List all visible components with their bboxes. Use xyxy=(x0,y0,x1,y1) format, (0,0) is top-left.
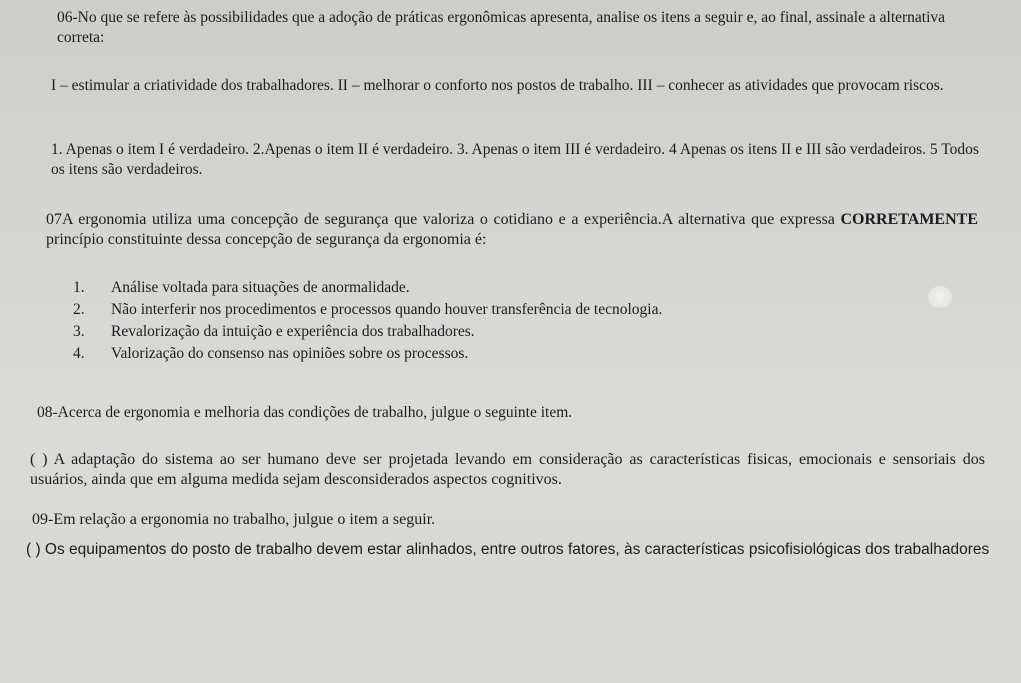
option-text: Análise voltada para situações de anormalidade. xyxy=(111,279,410,296)
option-number: 1. xyxy=(73,279,85,296)
question-09-item: ( ) Os equipamentos do posto de trabalho devem estar alinhados, entre outros fatores, às características psicofisiológicas dos trabalhadores xyxy=(26,541,990,558)
question-06-alternatives: 1. Apenas o item I é verdadeiro. 2.Apenas o item II é verdadeiro. 3. Apenas o item III é verdadeiro. 4 Apenas os itens II e III são verdadeiros. 5 Todos os itens são verdadeiros. xyxy=(51,141,979,178)
question-07-option-2 xyxy=(73,299,923,321)
option-text: Valorização do consenso nas opiniões sobre os processos. xyxy=(111,345,469,362)
question-07-prompt xyxy=(46,210,978,250)
question-06-items: I – estimular a criatividade dos trabalhadores. II – melhorar o conforto nos postos de trabalho. III – conhecer as atividades que provocam riscos. xyxy=(51,77,944,94)
question-07-option-1 xyxy=(73,277,923,299)
question-07-emphasis: CORRETAMENTE xyxy=(840,211,978,228)
light-glare-spot xyxy=(928,286,952,308)
question-09-prompt: 09-Em relação a ergonomia no trabalho, julgue o item a seguir. xyxy=(32,511,436,528)
question-07-option-3 xyxy=(73,321,923,343)
option-number: 2. xyxy=(73,301,85,318)
question-07-option-4 xyxy=(73,343,923,365)
option-number: 4. xyxy=(73,345,85,362)
question-07-prompt-end: princípio constituinte dessa concepção de segurança da ergonomia é: xyxy=(46,231,487,248)
question-08-prompt: 08-Acerca de ergonomia e melhoria das condições de trabalho, julgue o seguinte item. xyxy=(37,404,573,421)
question-07-options xyxy=(73,277,923,365)
question-07 xyxy=(46,210,978,250)
option-text: Revalorização da intuição e experiência dos trabalhadores. xyxy=(111,323,475,340)
option-text: Não interferir nos procedimentos e processos quando houver transferência de tecnologia. xyxy=(111,301,663,318)
question-06-prompt: 06-No que se refere às possibilidades que a adoção de práticas ergonômicas apresenta, analise os itens a seguir e, ao final, assinale a alternativa correta: xyxy=(57,9,946,46)
question-07-prompt-start: 07A ergonomia utiliza uma concepção de segurança que valoriza o cotidiano e a experiência.A alternativa que expressa xyxy=(46,211,841,228)
option-number: 3. xyxy=(73,323,85,340)
question-08-item: ( ) A adaptação do sistema ao ser humano deve ser projetada levando em consideração as características fisicas, emocionais e sensoriais dos usuários, ainda que em alguma medida sejam desconsiderados aspectos cognitivos. xyxy=(30,451,985,488)
